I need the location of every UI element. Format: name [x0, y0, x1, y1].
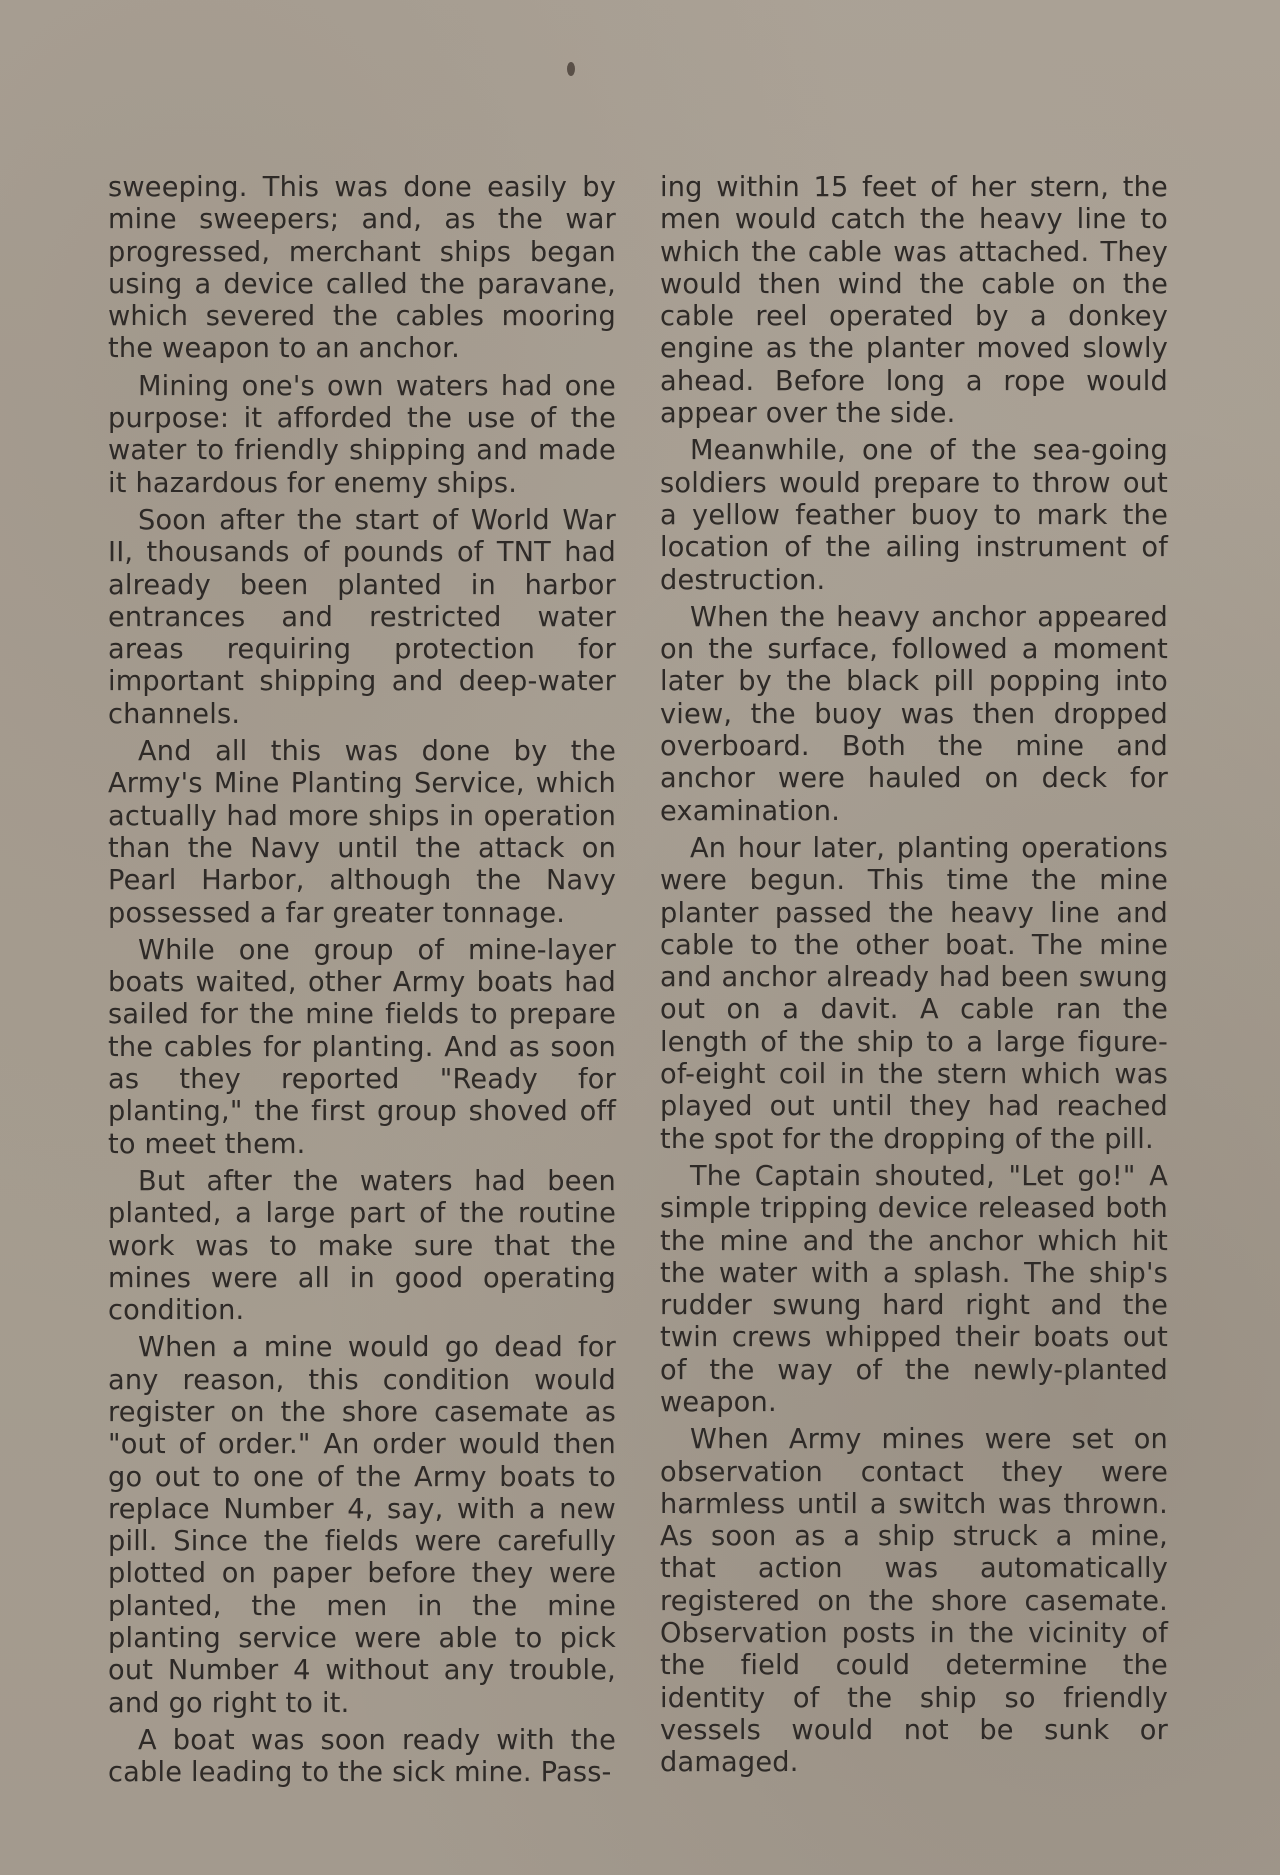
paragraph: When Army mines were set on observation contact they were harmless until a switch was thrown. As soon as a ship struck a mine, that action was automatically registered on the shore casemate. Observation posts in the vicinity of the field could determine the identity of the ship so friendly vessels would not be sunk or damaged.	[660, 1424, 1168, 1779]
text-column-right	[660, 172, 1168, 1785]
text-column-left	[108, 172, 616, 1795]
paragraph: And all this was done by the Army's Mine Planting Service, which actually had more ships in operation than the Navy until the attack on Pearl Harbor, although the Navy possessed a far greater tonnage.	[108, 736, 616, 929]
paragraph: When a mine would go dead for any reason, this condition would register on the shore casemate as "out of order." An order would then go out to one of the Army boats to replace Number 4, say, with a new pill. Since the fields were carefully plotted on paper before they were planted, the men in the mine planting service were able to pick out Number 4 without any trouble, and go right to it.	[108, 1332, 616, 1719]
paragraph: Mining one's own waters had one purpose: it afforded the use of the water to friendly shipping and made it hazardous for enemy ships.	[108, 370, 616, 499]
paragraph: But after the waters had been planted, a large part of the routine work was to make sure that the mines were all in good operating condition.	[108, 1165, 616, 1327]
paragraph: ing within 15 feet of her stern, the men would catch the heavy line to which the cable was attached. They would then wind the cable on the cable reel operated by a donkey engine as the planter moved slowly ahead. Before long a rope would appear over the side.	[660, 172, 1168, 430]
paragraph: Meanwhile, one of the sea-going soldiers would prepare to throw out a yellow feather buoy to mark the location of the ailing instrument of destruction.	[660, 435, 1168, 596]
paragraph: When the heavy anchor appeared on the surface, followed a moment later by the black pill popping into view, the buoy was then dropped overboard. Both the mine and anchor were hauled on deck for examination.	[660, 601, 1168, 827]
paragraph: An hour later, planting operations were begun. This time the mine planter passed the heavy line and cable to the other boat. The mine and anchor already had been swung out on a davit. A cable ran the length of the ship to a large figure-of-eight coil in the stern which was played out until they had reached the spot for the dropping of the pill.	[660, 832, 1168, 1155]
paragraph: Soon after the start of World War II, thousands of pounds of TNT had already been planted in harbor entrances and restricted water areas requiring protection for important shipping and deep-water channels.	[108, 504, 616, 730]
paragraph: A boat was soon ready with the cable leading to the sick mine. Pass-	[108, 1724, 616, 1789]
paragraph: While one group of mine-layer boats waited, other Army boats had sailed for the mine fields to prepare the cables for planting. And as soon as they reported "Ready for planting," the first group shoved off to meet them.	[108, 934, 616, 1160]
paragraph: The Captain shouted, "Let go!" A simple tripping device released both the mine and the anchor which hit the water with a splash. The ship's rudder swung hard right and the twin crews whipped their boats out of the way of the newly-planted weapon.	[660, 1160, 1168, 1418]
paragraph: sweeping. This was done easily by mine sweepers; and, as the war progressed, merchant ships began using a device called the paravane, which severed the cables mooring the weapon to an anchor.	[108, 172, 616, 365]
paper-speck	[567, 62, 575, 76]
